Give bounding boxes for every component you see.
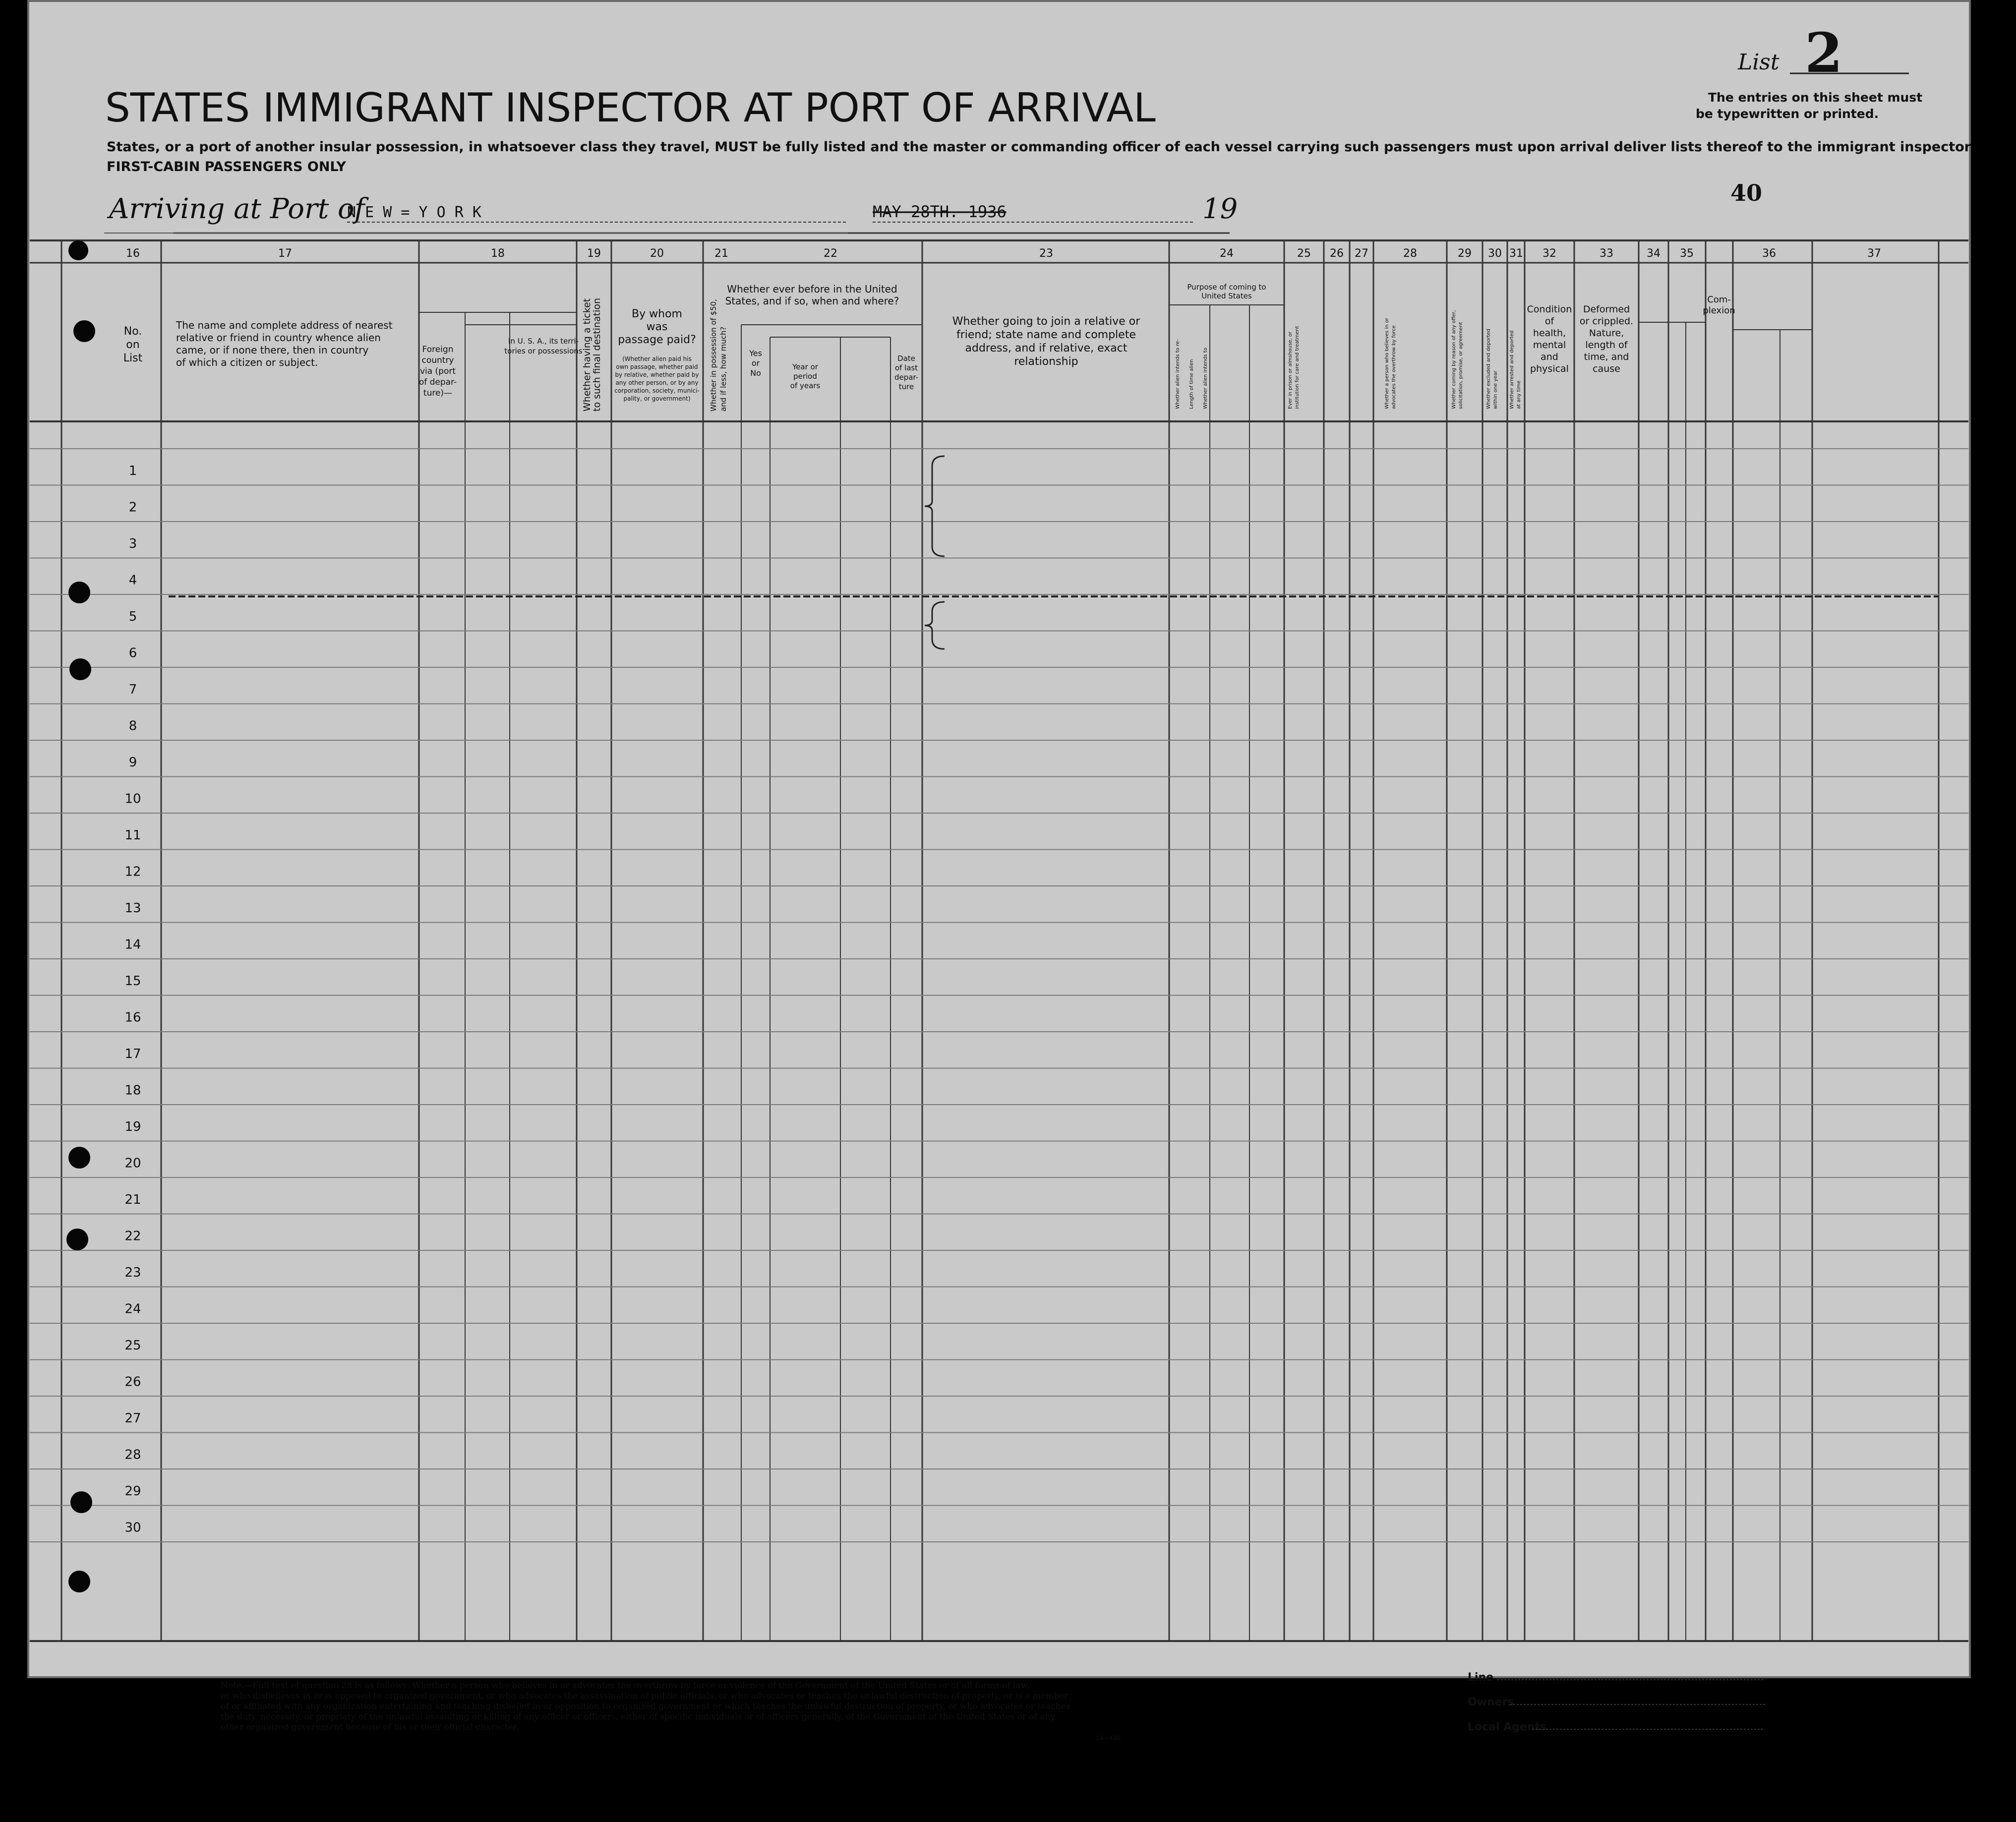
header-overthrow: Whether a person who believes in or	[1384, 318, 1390, 409]
header-ever-before: Whether ever before in the United	[727, 283, 897, 295]
header-rules	[30, 233, 1968, 1641]
header-health: mental	[1533, 340, 1566, 351]
header-offer-solicitation: Whether coming by reason of any offer,	[1451, 310, 1457, 409]
header-ever-before: States, and if so, when and where?	[725, 295, 899, 307]
header-date-departure: of last	[894, 363, 918, 372]
column-number: 32	[1542, 247, 1556, 260]
header-health: physical	[1530, 363, 1569, 374]
header-offer-solicitation: solicitation, promise, or agreement	[1458, 322, 1464, 409]
header-foreign-country: Foreign	[422, 345, 454, 354]
header-year-period: period	[793, 372, 817, 381]
row-number: 21	[124, 1192, 141, 1207]
row-number: 13	[124, 901, 141, 916]
footnote	[221, 1681, 1070, 1732]
row-number: 24	[124, 1301, 141, 1317]
header-prison: institution for care and treatment	[1295, 326, 1300, 409]
row-number: 17	[124, 1047, 141, 1061]
row-number: 8	[128, 718, 137, 734]
owners-label: Owners	[1468, 1696, 1514, 1708]
column-number: 26	[1330, 247, 1344, 260]
header-health: Condition	[1527, 304, 1572, 315]
header-purpose-sub: Length of time alien	[1189, 359, 1194, 409]
header-excluded: within one year	[1493, 370, 1498, 409]
header-passage-paid-sub: by relative, whether paid by	[615, 371, 699, 378]
column-number: 20	[650, 247, 664, 260]
header-deformed: length of	[1585, 340, 1628, 351]
column-number: 24	[1220, 247, 1234, 260]
column-number: 28	[1403, 247, 1417, 260]
header-yes-no: or	[751, 358, 760, 368]
footnote-line: the duty, necessity, or propriety of the unlawful assaulting or killing of any officer or officers, either of specific individuals or of officers generally, of the Government of the United States or of any	[221, 1712, 1056, 1722]
typewritten-note-1: The entries on this sheet must	[1708, 90, 1923, 105]
header-arrested: Whether arrested and deported	[1509, 330, 1515, 409]
row-number: 7	[128, 682, 137, 697]
row-number: 28	[124, 1447, 141, 1463]
header-purpose-sub: Whether alien intends to	[1203, 348, 1208, 409]
binding-hole	[66, 1229, 88, 1250]
sheet-number: 40	[1730, 179, 1763, 206]
list-number: 2	[1805, 21, 1843, 85]
column-number: 22	[824, 247, 837, 260]
form-title: STATES IMMIGRANT INSPECTOR AT PORT OF ARRIVAL	[105, 85, 1156, 131]
header-overthrow: advocates the overthrow by force	[1391, 325, 1397, 409]
header-purpose: United States	[1201, 292, 1252, 300]
row-number: 16	[124, 1010, 141, 1025]
header-date-departure: ture	[898, 382, 914, 391]
row-number: 20	[124, 1156, 141, 1171]
row-number: 27	[124, 1411, 141, 1426]
column-number: 18	[491, 247, 505, 260]
row-number: 11	[124, 828, 141, 843]
port-name: N E W = Y O R K	[347, 204, 481, 221]
header-no-on-list: No.	[123, 325, 142, 338]
binding-hole	[68, 1147, 90, 1169]
line-label: Line	[1468, 1671, 1494, 1684]
row-number: 30	[124, 1520, 141, 1535]
header-foreign-country: country	[421, 355, 454, 365]
header-year-period: Year or	[792, 362, 818, 371]
header-deformed: cause	[1593, 363, 1620, 374]
column-number: 29	[1458, 247, 1472, 260]
header-passage-paid: By whom	[632, 308, 682, 320]
row-number: 26	[124, 1374, 141, 1390]
row-number: 29	[124, 1484, 141, 1499]
header-deformed: or crippled.	[1579, 316, 1634, 327]
row-number: 23	[124, 1265, 141, 1280]
row-number: 19	[124, 1119, 141, 1134]
column-number: 30	[1488, 247, 1502, 260]
footnote-line: Note.—Full text of question 28 is as follows: Whether a person who believes in or advocates the overthrow by force or violence of the Government of the United States or of all forms of law,	[221, 1681, 1030, 1691]
binding-hole	[69, 658, 91, 680]
column-number: 36	[1762, 247, 1776, 260]
footnote-line: or who disbelieves in or is opposed to organized government, or who advocates the assassination of public officials, or who advocates or teaches the unlawful destruction of property, or is a member	[221, 1691, 1068, 1701]
row-number: 25	[124, 1338, 141, 1353]
header-nearest-relative: came, or if none there, then in country	[176, 344, 369, 356]
row-number: 1	[128, 464, 137, 478]
column-number: 25	[1297, 247, 1311, 260]
header-deformed: Nature,	[1589, 328, 1624, 339]
row-number: 10	[124, 791, 141, 807]
header-complexion: plexion	[1703, 305, 1735, 316]
header-joining-relative: friend; state name and complete	[956, 329, 1136, 341]
header-passage-paid-sub: any other person, or by any	[615, 379, 699, 386]
header-foreign-country: of depar-	[418, 377, 457, 387]
column-number: 33	[1600, 247, 1613, 260]
row-number: 22	[124, 1229, 141, 1244]
header-foreign-country: ture)—	[423, 388, 453, 398]
header-arrested: at any time	[1516, 380, 1522, 409]
header-year-period: of years	[790, 381, 821, 390]
column-number: 16	[126, 247, 140, 260]
header-health: health,	[1533, 328, 1566, 339]
header-date-departure: Date	[897, 354, 915, 363]
header-passage-paid-sub: pality, or government)	[623, 395, 691, 402]
row-rules	[30, 449, 1968, 1542]
header-in-usa: In U. S. A., its terri-	[508, 337, 579, 346]
column-number: 27	[1355, 247, 1368, 260]
header-purpose: Purpose of coming to	[1187, 283, 1266, 292]
header-date-departure: depar-	[894, 373, 919, 382]
header-no-on-list: on	[126, 339, 140, 351]
header-complexion: Com-	[1707, 294, 1731, 305]
row-numbers	[124, 464, 141, 1535]
row-number: 2	[128, 500, 137, 515]
header-deformed: Deformed	[1583, 304, 1630, 315]
column-number: 17	[278, 247, 292, 260]
header-prison: Ever in prison or almshouse, or	[1288, 331, 1293, 409]
header-yes-no: Yes	[749, 349, 762, 358]
header-ticket: Whether having a ticket	[582, 298, 593, 411]
header-excluded: Whether excluded and deported	[1486, 329, 1491, 409]
arrival-date: MAY 28TH. 1936	[873, 202, 1007, 221]
header-yes-no: No	[750, 368, 761, 378]
year-label: 19	[1202, 193, 1238, 225]
row-number: 14	[124, 937, 141, 952]
row-number: 3	[128, 536, 137, 551]
binding-hole	[73, 320, 95, 342]
footnote-line: other organized government because of his or their official character.	[221, 1722, 519, 1732]
row-number: 15	[124, 974, 141, 989]
header-health: and	[1541, 352, 1558, 362]
binding-holes	[66, 240, 95, 1592]
row-number: 12	[124, 864, 141, 880]
column-number: 31	[1509, 247, 1523, 260]
local-agents-label: Local Agents	[1468, 1721, 1547, 1733]
header-nearest-relative: relative or friend in country whence alien	[176, 332, 381, 344]
column-number: 35	[1680, 247, 1694, 260]
header-passage-paid-sub: (Whether alien paid his	[622, 355, 692, 362]
bracket-mark	[925, 456, 945, 556]
header-nearest-relative: of which a citizen or subject.	[176, 356, 318, 368]
binding-hole	[68, 582, 90, 603]
header-deformed: time, and	[1584, 352, 1629, 362]
header-ticket: to such final destination	[592, 297, 602, 411]
header-joining-relative: relationship	[1014, 355, 1078, 368]
binding-hole	[68, 240, 88, 260]
list-label: List	[1738, 50, 1779, 75]
header-no-on-list: List	[123, 352, 143, 364]
header-in-usa: tories or possessions	[504, 347, 583, 355]
header-foreign-country: via (port	[419, 366, 456, 376]
header-joining-relative: Whether going to join a relative or	[952, 315, 1140, 328]
row-number: 6	[128, 646, 137, 661]
arriving-label: Arriving at Port of	[109, 193, 365, 225]
form-number: 14—490	[1096, 1735, 1121, 1742]
header-nearest-relative: The name and complete address of nearest	[176, 319, 393, 331]
header-fifty-dollars: and if less, how much?	[719, 326, 728, 411]
cabin-class: FIRST-CABIN PASSENGERS ONLY	[107, 159, 346, 175]
bracket-mark	[925, 602, 945, 649]
header-joining-relative: address, and if relative, exact	[965, 342, 1127, 354]
header-passage-paid: was	[646, 321, 668, 333]
row-number: 4	[128, 573, 137, 588]
header-passage-paid-sub: corporation, society, munici-	[614, 387, 700, 394]
column-number: 21	[714, 247, 728, 260]
form-subtitle: States, or a port of another insular possession, in whatsoever class they travel, MUST be fully listed and the master or commanding officer of each vessel carrying such passengers must upon arrival deliver lists thereof to the immigrant inspector	[107, 139, 1971, 155]
header-fifty-dollars: Whether in possession of $50,	[709, 299, 718, 411]
header-passage-paid: passage paid?	[618, 334, 696, 346]
column-number: 23	[1039, 247, 1053, 260]
row-number: 18	[124, 1083, 141, 1098]
row-number: 5	[128, 609, 137, 624]
header-health: of	[1544, 316, 1554, 327]
column-headers	[123, 283, 1735, 411]
row-number: 9	[128, 755, 137, 770]
typewritten-note-2: be typewritten or printed.	[1696, 107, 1879, 121]
binding-hole	[70, 1491, 92, 1513]
header-passage-paid-sub: own passage, whether paid	[616, 363, 698, 370]
column-number: 19	[587, 247, 601, 260]
column-rules	[61, 240, 1939, 1641]
binding-hole	[68, 1571, 90, 1592]
header-purpose-sub: Whether alien intends to re-	[1175, 339, 1181, 409]
column-number: 37	[1867, 247, 1881, 260]
column-numbers	[126, 247, 1881, 260]
footnote-line: of or affiliated with any organization entertaining and teaching disbelief in or opposition to organized government or which teaches the unlawful destruction of property, or who advocates or teaches	[221, 1702, 1070, 1711]
column-number: 34	[1647, 247, 1660, 260]
